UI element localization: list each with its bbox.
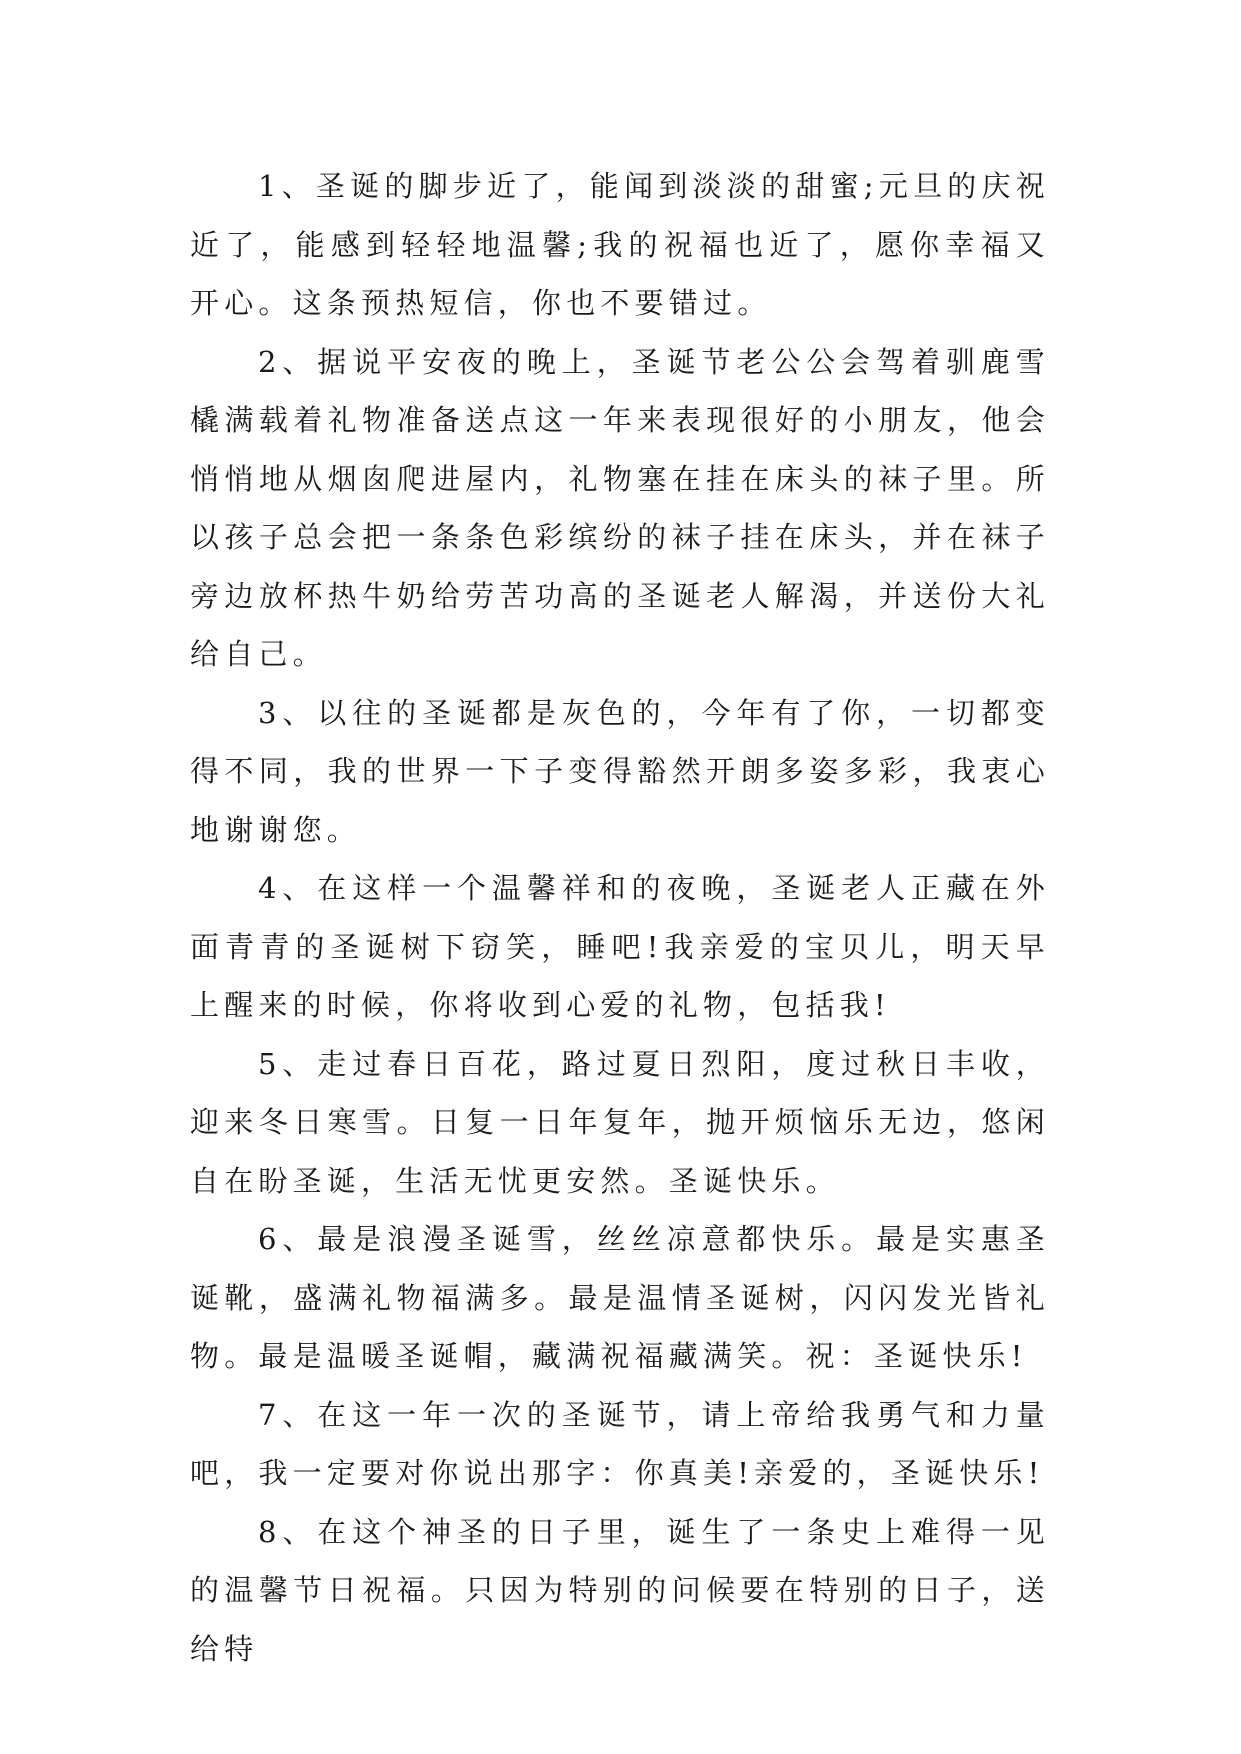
paragraph-5: 5、走过春日百花，路过夏日烈阳，度过秋日丰收，迎来冬日寒雪。日复一日年复年，抛开烦恼乐无边，悠闲自在盼圣诞，生活无忧更安然。圣诞快乐。 [190,1046,1050,1198]
paragraph-4: 4、在这样一个温馨祥和的夜晚，圣诞老人正藏在外面青青的圣诞树下窃笑，睡吧!我亲爱的宝贝儿，明天早上醒来的时候，你将收到心爱的礼物，包括我! [190,871,1050,1022]
paragraph-7: 7、在这一年一次的圣诞节，请上帝给我勇气和力量吧，我一定要对你说出那字：你真美!亲爱的，圣诞快乐! [190,1397,1050,1490]
paragraph-2: 2、据说平安夜的晚上，圣诞节老公公会驾着驯鹿雪橇满载着礼物准备送点这一年来表现很好的小朋友，他会悄悄地从烟囱爬进屋内，礼物塞在挂在床头的袜子里。所以孩子总会把一条条色彩缤纷的袜子挂在床头，并在袜子旁边放杯热牛奶给劳苦功高的圣诞老人解渴，并送份大礼给自己。 [190,344,1050,671]
paragraph-8: 8、在这个神圣的日子里，诞生了一条史上难得一见的温馨节日祝福。只因为特别的问候要在特别的日子，送给特 [190,1514,1050,1666]
paragraph-6: 6、最是浪漫圣诞雪，丝丝凉意都快乐。最是实惠圣诞靴，盛满礼物福满多。最是温情圣诞树，闪闪发光皆礼物。最是温暖圣诞帽，藏满祝福藏满笑。祝：圣诞快乐! [190,1222,1050,1373]
paragraph-3: 3、以往的圣诞都是灰色的，今年有了你，一切都变得不同，我的世界一下子变得豁然开朗多姿多彩，我衷心地谢谢您。 [190,695,1050,847]
paragraph-1: 1、圣诞的脚步近了，能闻到淡淡的甜蜜;元旦的庆祝近了，能感到轻轻地温馨;我的祝福也近了，愿你幸福又开心。这条预热短信，你也不要错过。 [190,169,1050,320]
document-body [190,157,1050,1678]
